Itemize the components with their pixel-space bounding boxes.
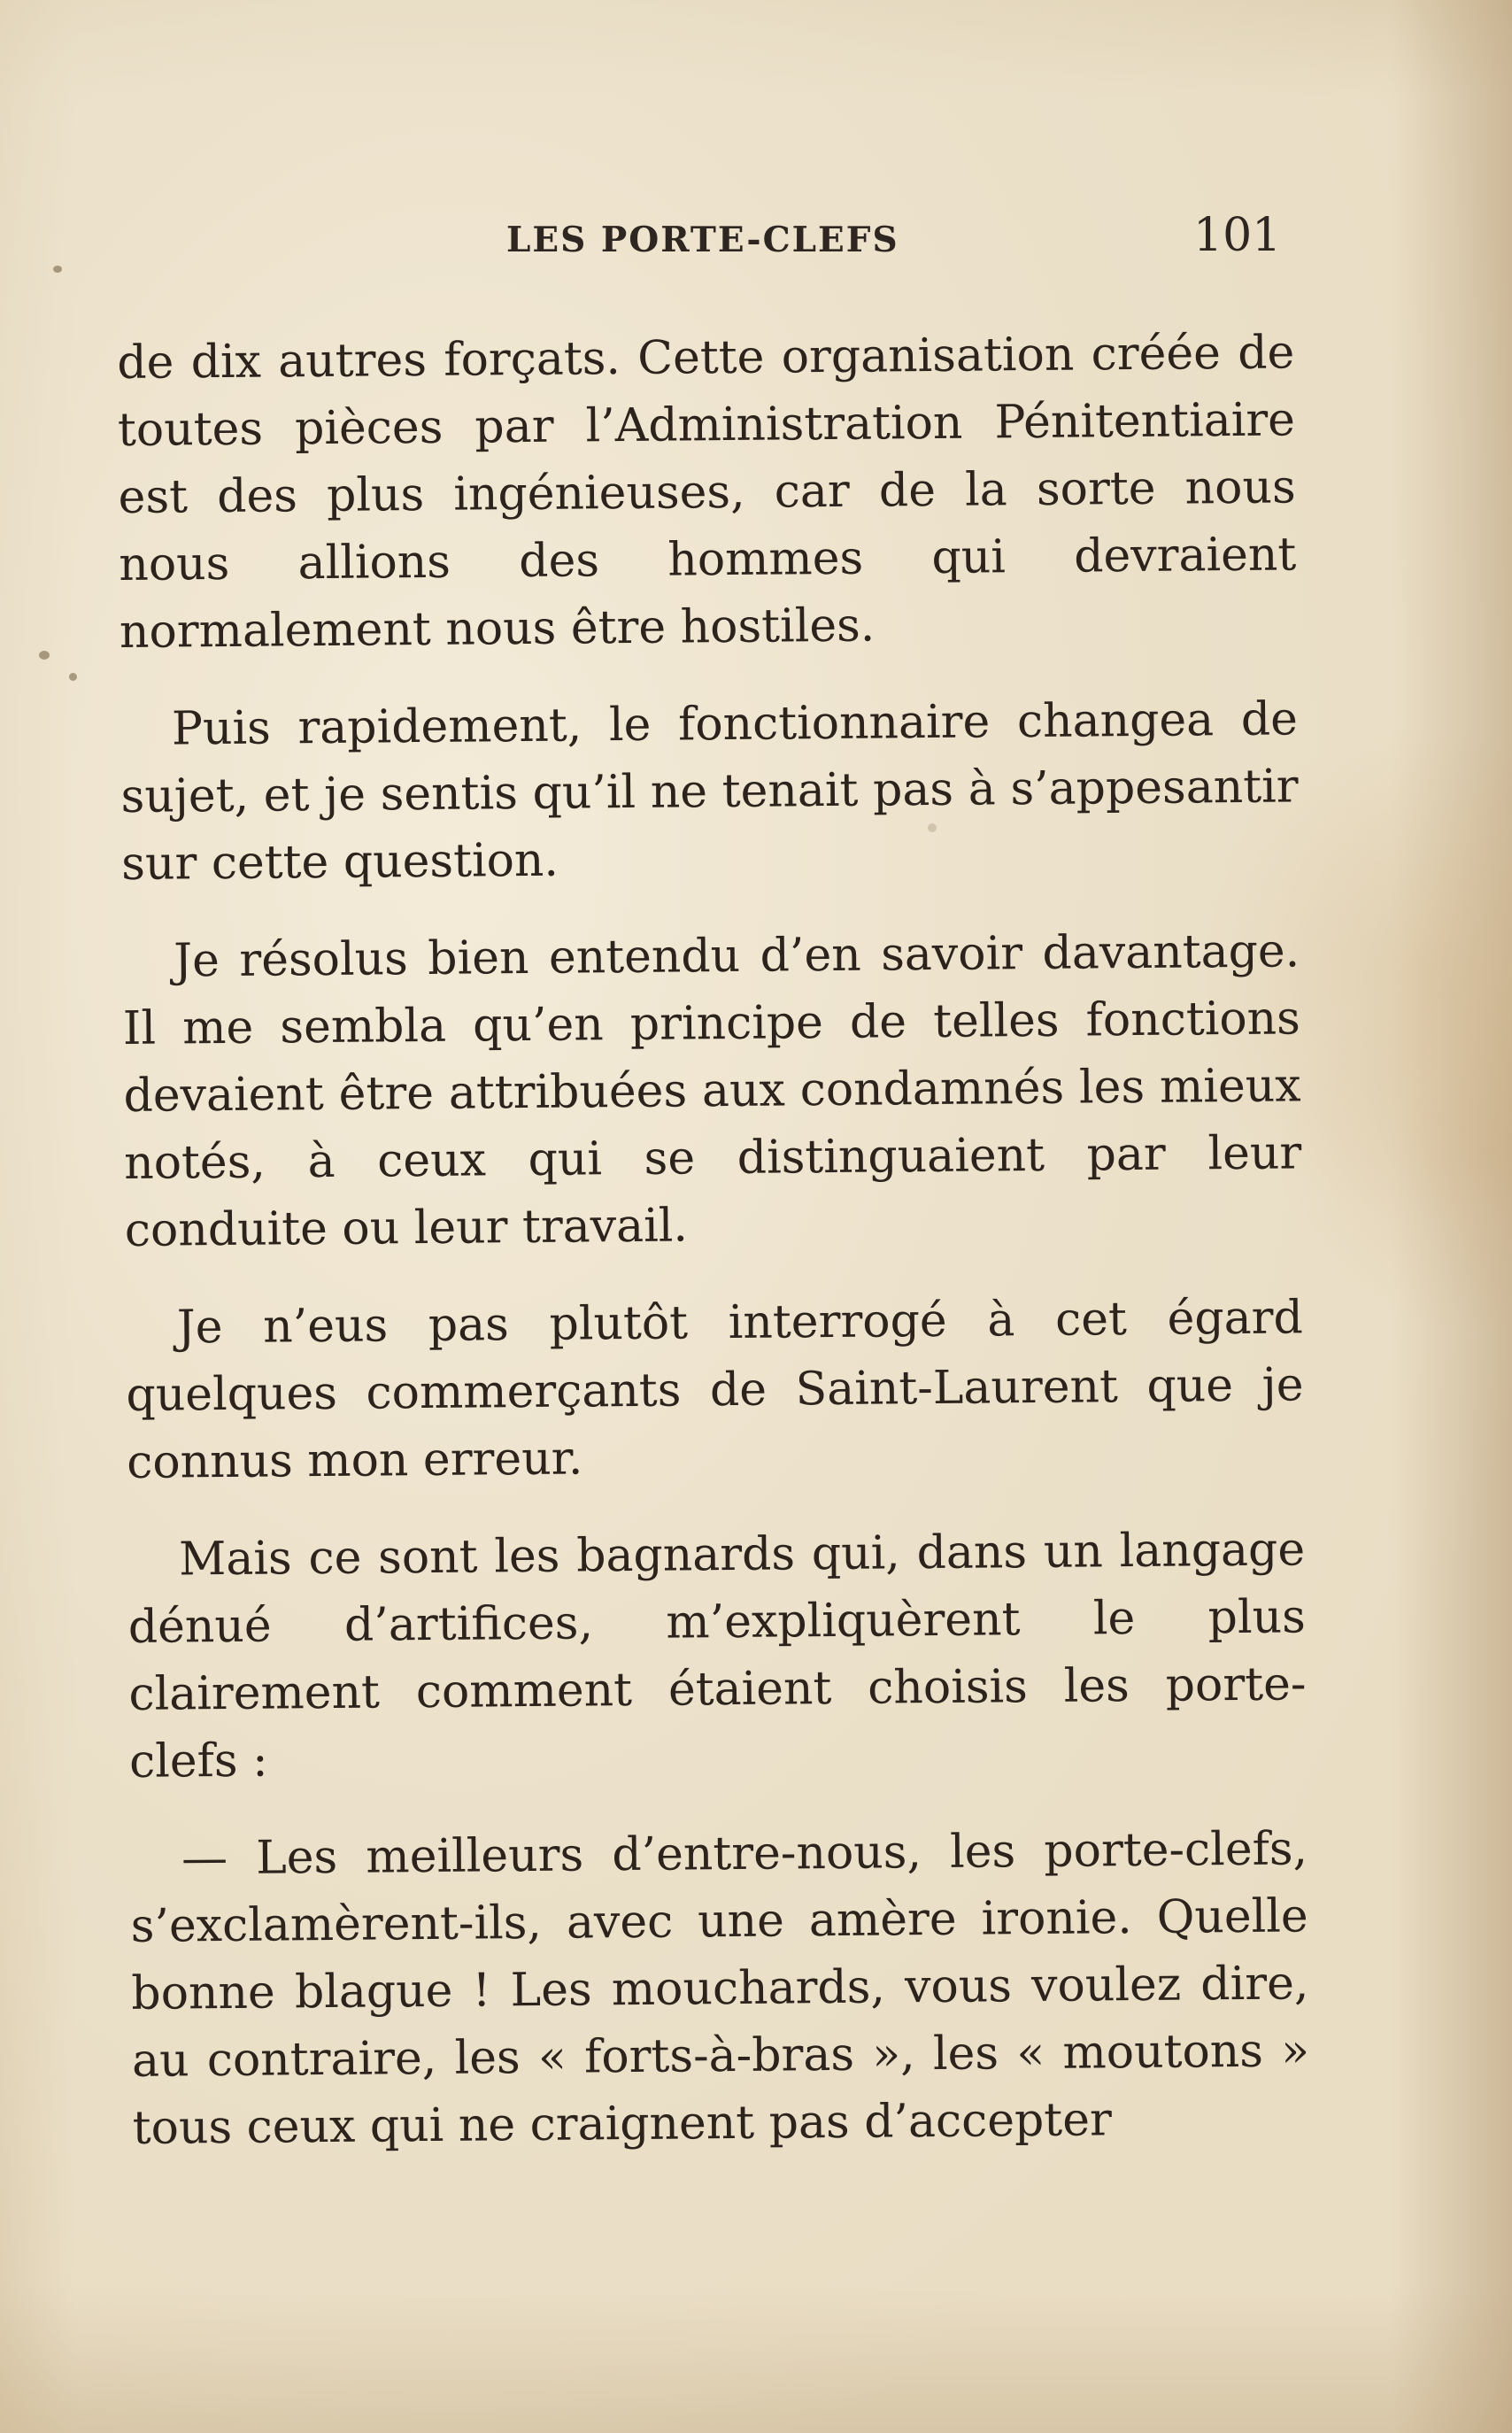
body-text: [117, 319, 1310, 2192]
paragraph: Je résolus bien entendu d’en savoir davantage. Il me sembla qu’en principe de telles fonctions devaient être attribuées aux condamnés les mieux notés, à ceux qui se distinguaient par leur conduite ou leur travail.: [122, 924, 1302, 1257]
running-title: LES PORTE-CLEFS: [506, 220, 899, 260]
ink-speck: [39, 651, 50, 660]
paragraph: Puis rapidement, le fonctionnaire changea de sujet, et je sentis qu’il ne tenait pas à s’appesantir sur cette question.: [120, 692, 1299, 891]
paragraph: Je n’eus pas plutôt interrogé à cet égard quelques commerçants de Saint-Laurent que je connus mon erreur.: [126, 1291, 1304, 1489]
page-header: [0, 202, 1512, 273]
paragraph: de dix autres forçats. Cette organisation créée de toutes pièces par l’Administration Pénitentiaire est des plus ingénieuses, car de la sorte nous nous allions des hommes qui devraient normalement nous être hostiles.: [117, 326, 1297, 659]
ink-speck: [69, 673, 77, 681]
paragraph: Mais ce sont les bagnards qui, dans un langage dénué d’artifices, m’expliquèrent le plus clairement comment étaient choisis les porte-clefs :: [127, 1523, 1307, 1788]
paragraph: — Les meilleurs d’entre-nous, les porte-clefs, s’exclamèrent-ils, avec une amère ironie. Quelle bonne blague ! Les mouchards, vous voulez dire, au contraire, les « forts-à-bras », les « moutons » tous ceux qui ne craignent pas d’accepter: [130, 1822, 1310, 2155]
page-number: 101: [1193, 209, 1282, 262]
